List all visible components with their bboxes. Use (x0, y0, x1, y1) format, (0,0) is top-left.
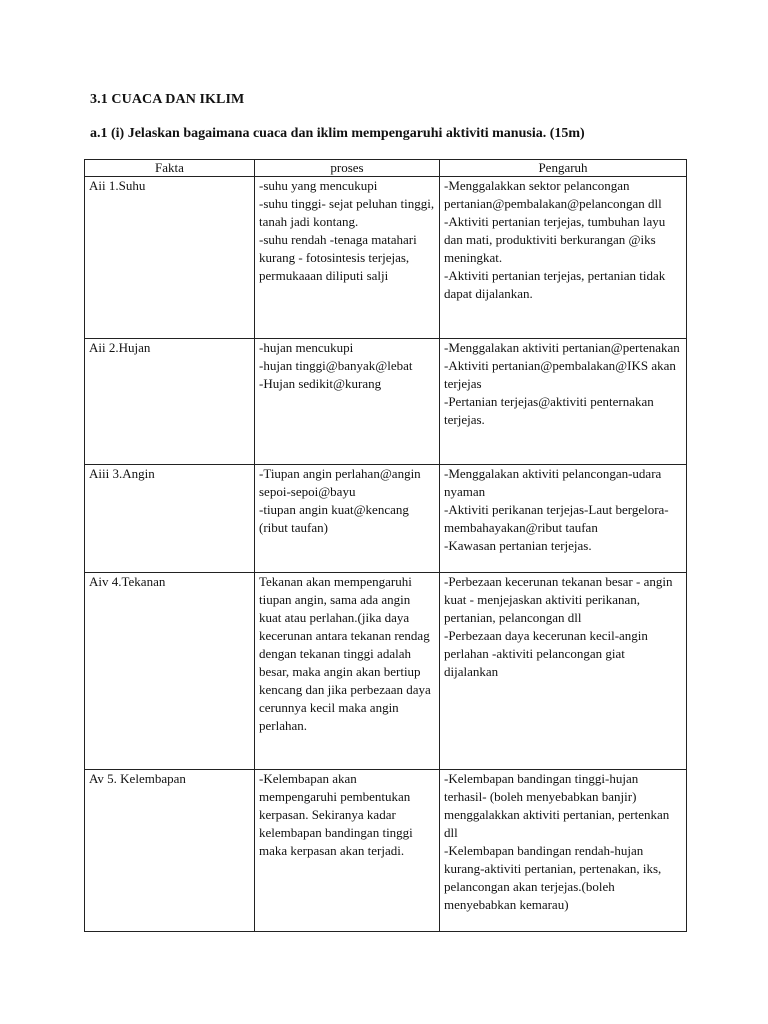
proses-cell (255, 177, 440, 339)
header-fakta: Fakta (85, 160, 255, 177)
pengaruh-line: -Kelembapan bandingan tinggi-hujan terhasil- (boleh menyebabkan banjir) menggalakkan aktiviti pertanian, pertenkan dll (444, 771, 670, 840)
proses-line: -suhu rendah -tenaga matahari kurang - fotosintesis terjejas, permukaaan diliputi salji (259, 232, 417, 283)
pengaruh-line: -Menggalakan aktiviti pelancongan-udara nyaman (444, 466, 662, 499)
proses-line: Tekanan akan mempengaruhi tiupan angin, sama ada angin kuat atau perlahan.(jika daya kecerunan antara tekanan rendag dengan tekanan tinggi adalah besar, maka angin akan bertiup kencang dan jika perbezaan daya cerunnya kecil maka angin perlahan. (259, 574, 431, 733)
section-heading: 3.1 CUACA DAN IKLIM (90, 92, 245, 107)
pengaruh-line: -Aktiviti perikanan terjejas-Laut bergelora-membahayakan@ribut taufan (444, 502, 669, 535)
table-row (85, 770, 687, 932)
pengaruh-cell (440, 339, 687, 465)
proses-line: -tiupan angin kuat@kencang (ribut taufan) (259, 502, 409, 535)
fakta-cell: Aii 1.Suhu (85, 177, 255, 339)
proses-line: -suhu yang mencukupi (259, 178, 378, 193)
question-text: a.1 (i) Jelaskan bagaimana cuaca dan iklim mempengaruhi aktiviti manusia. (15m) (90, 126, 585, 141)
proses-line: -hujan tinggi@banyak@lebat (259, 358, 413, 373)
pengaruh-line: -Aktiviti pertanian terjejas, tumbuhan layu dan mati, produktiviti berkurangan @iks meningkat. (444, 214, 666, 265)
pengaruh-line: -Kelembapan bandingan rendah-hujan kurang-aktiviti pertanian, pertenakan, iks, pelancongan akan terjejas.(boleh menyebabkan kemarau) (444, 843, 662, 912)
proses-line: -suhu tinggi- sejat peluhan tinggi, tanah jadi kontang. (259, 196, 435, 229)
header-proses: proses (255, 160, 440, 177)
proses-line: -hujan mencukupi (259, 340, 354, 355)
proses-cell (255, 770, 440, 932)
pengaruh-line: -Menggalakkan sektor pelancongan pertanian@pembalakan@pelancongan dll (444, 178, 662, 211)
proses-cell (255, 465, 440, 573)
proses-cell (255, 573, 440, 770)
pengaruh-line: -Menggalakan aktiviti pertanian@pertenakan (444, 340, 680, 355)
pengaruh-line: -Pertanian terjejas@aktiviti penternakan terjejas. (444, 394, 654, 427)
proses-cell (255, 339, 440, 465)
proses-line: -Tiupan angin perlahan@angin sepoi-sepoi@bayu (259, 466, 421, 499)
proses-line: -Hujan sedikit@kurang (259, 376, 382, 391)
pengaruh-cell (440, 465, 687, 573)
table-row (85, 465, 687, 573)
fakta-cell: Aiv 4.Tekanan (85, 573, 255, 770)
table-row (85, 573, 687, 770)
pengaruh-line: -Perbezaan daya kecerunan kecil-angin perlahan -aktiviti pelancongan giat dijalankan (444, 628, 648, 679)
proses-line: -Kelembapan akan mempengaruhi pembentukan kerpasan. Sekiranya kadar kelembapan bandingan tinggi maka kerpasan akan terjadi. (259, 771, 413, 858)
fakta-cell: Av 5. Kelembapan (85, 770, 255, 932)
pengaruh-line: -Kawasan pertanian terjejas. (444, 538, 592, 553)
table-row (85, 339, 687, 465)
pengaruh-cell (440, 573, 687, 770)
table-header-row (85, 160, 687, 177)
pengaruh-line: -Aktiviti pertanian terjejas, pertanian tidak dapat dijalankan. (444, 268, 666, 301)
pengaruh-cell (440, 177, 687, 339)
table-row (85, 177, 687, 339)
header-pengaruh: Pengaruh (440, 160, 687, 177)
fakta-cell: Aiii 3.Angin (85, 465, 255, 573)
pengaruh-line: -Aktiviti pertanian@pembalakan@IKS akan terjejas (444, 358, 676, 391)
pengaruh-cell (440, 770, 687, 932)
fact-table (84, 159, 687, 932)
fakta-cell: Aii 2.Hujan (85, 339, 255, 465)
pengaruh-line: -Perbezaan kecerunan tekanan besar - angin kuat - menjejaskan aktiviti perikanan, pertanian, pelancongan dll (444, 574, 673, 625)
